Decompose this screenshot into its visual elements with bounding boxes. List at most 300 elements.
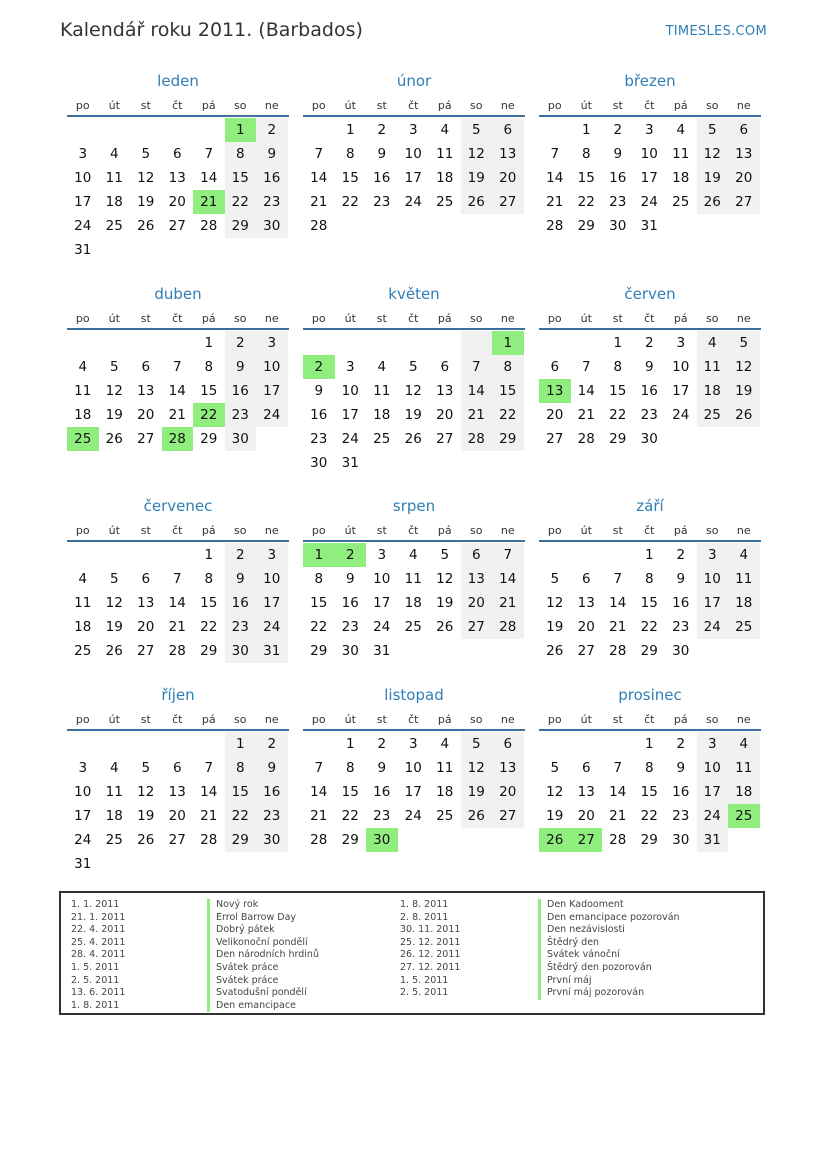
day-cell: 1 <box>204 335 214 351</box>
day-cell: 30 <box>225 639 257 663</box>
day-cell: 8 <box>314 571 324 587</box>
day-cell: 26 <box>436 619 454 635</box>
day-cell: 7 <box>204 760 214 776</box>
day-grid <box>303 543 525 663</box>
weekday-label: st <box>612 99 623 112</box>
month-name: srpen <box>392 497 436 515</box>
day-cell: 6 <box>492 732 524 756</box>
empty-cell <box>728 639 760 663</box>
weekday-label: pá <box>673 524 688 537</box>
day-cell: 1 <box>644 736 654 752</box>
weekday-label: út <box>108 524 120 537</box>
day-cell: 27 <box>577 643 595 659</box>
day-cell: 22 <box>640 808 658 824</box>
month-name: září <box>636 497 664 515</box>
day-cell: 29 <box>310 643 328 659</box>
holiday-legend <box>59 891 765 1015</box>
day-cell: 8 <box>613 359 623 375</box>
day-cell: 18 <box>672 170 690 186</box>
day-cell: 13 <box>168 170 186 186</box>
empty-cell <box>130 852 162 876</box>
weekday-label: út <box>344 713 356 726</box>
header-rule <box>303 729 525 731</box>
day-cell: 30 <box>310 455 328 471</box>
weekday-label: po <box>75 99 90 112</box>
weekday-label: čt <box>172 99 183 112</box>
day-cell: 5 <box>728 331 760 355</box>
weekday-label: st <box>376 713 387 726</box>
day-cell: 26 <box>137 832 155 848</box>
day-cell: 31 <box>256 639 288 663</box>
weekday-label: pá <box>673 713 688 726</box>
day-cell: 27 <box>728 190 760 214</box>
weekday-label: út <box>108 99 120 112</box>
day-cell: 18 <box>436 784 454 800</box>
day-cell: 16 <box>225 379 257 403</box>
day-cell: 21 <box>609 619 627 635</box>
day-cell: 20 <box>577 619 595 635</box>
day-cell: 15 <box>341 170 359 186</box>
day-cell: 21 <box>577 407 595 423</box>
month-květen <box>303 283 525 475</box>
day-cell: 29 <box>640 832 658 848</box>
day-cell: 3 <box>256 331 288 355</box>
day-cell: 9 <box>225 355 257 379</box>
day-cell: 1 <box>644 547 654 563</box>
empty-cell <box>366 214 398 238</box>
weekday-header <box>539 708 761 728</box>
weekday-label: st <box>140 99 151 112</box>
day-cell: 23 <box>225 403 257 427</box>
day-cell: 24 <box>640 194 658 210</box>
day-cell: 14 <box>492 567 524 591</box>
day-cell: 9 <box>256 756 288 780</box>
weekday-label: ne <box>736 99 751 112</box>
brand-link[interactable]: TIMESLES.COM <box>665 24 767 39</box>
day-cell: 29 <box>577 218 595 234</box>
day-cell: 9 <box>225 567 257 591</box>
day-cell: 20 <box>168 194 186 210</box>
day-cell: 2 <box>613 122 623 138</box>
holiday-name: Den národních hrdinů <box>207 949 319 962</box>
weekday-header <box>303 519 525 539</box>
holiday-day-cell: 28 <box>162 427 194 451</box>
day-cell: 2 <box>225 331 257 355</box>
weekday-label: so <box>470 713 483 726</box>
day-cell: 16 <box>640 383 658 399</box>
weekday-label: čt <box>408 99 419 112</box>
day-cell: 10 <box>697 567 729 591</box>
month-září <box>539 495 761 663</box>
empty-cell <box>193 852 225 876</box>
weekday-header <box>539 307 761 327</box>
empty-cell <box>492 451 524 475</box>
day-cell: 13 <box>728 142 760 166</box>
day-cell: 13 <box>492 756 524 780</box>
day-cell: 23 <box>256 190 288 214</box>
empty-cell <box>539 543 571 567</box>
day-cell: 15 <box>225 780 257 804</box>
empty-cell <box>429 639 461 663</box>
empty-cell <box>162 852 194 876</box>
header-rule <box>303 540 525 542</box>
day-cell: 23 <box>256 804 288 828</box>
day-cell: 26 <box>728 403 760 427</box>
day-cell: 18 <box>74 407 92 423</box>
day-cell: 19 <box>105 407 123 423</box>
day-cell: 2 <box>377 736 387 752</box>
weekday-label: po <box>547 99 562 112</box>
day-cell: 30 <box>609 218 627 234</box>
legend-right-names <box>538 899 680 1000</box>
day-cell: 20 <box>728 166 760 190</box>
day-cell: 17 <box>74 808 92 824</box>
holiday-day-cell: 2 <box>303 355 335 379</box>
day-cell: 20 <box>492 166 524 190</box>
day-cell: 25 <box>105 832 123 848</box>
weekday-label: st <box>612 713 623 726</box>
weekday-label: ne <box>264 99 279 112</box>
day-cell: 6 <box>172 760 182 776</box>
day-cell: 23 <box>672 808 690 824</box>
day-cell: 4 <box>109 146 119 162</box>
day-cell: 17 <box>256 591 288 615</box>
day-cell: 19 <box>728 379 760 403</box>
day-cell: 12 <box>546 595 564 611</box>
empty-cell <box>303 732 335 756</box>
day-cell: 28 <box>492 615 524 639</box>
month-červen <box>539 283 761 451</box>
empty-cell <box>193 732 225 756</box>
holiday-date: 21. 1. 2011 <box>71 911 126 923</box>
day-cell: 8 <box>345 146 355 162</box>
day-cell: 2 <box>676 736 686 752</box>
day-cell: 19 <box>137 808 155 824</box>
empty-cell <box>335 331 367 355</box>
empty-cell <box>429 828 461 852</box>
day-cell: 18 <box>728 780 760 804</box>
day-cell: 4 <box>78 359 88 375</box>
weekday-label: st <box>612 312 623 325</box>
day-cell: 29 <box>609 431 627 447</box>
holiday-name: Dobrý pátek <box>207 924 319 937</box>
day-cell: 30 <box>672 832 690 848</box>
empty-cell <box>130 238 162 262</box>
day-cell: 19 <box>105 619 123 635</box>
day-cell: 17 <box>697 591 729 615</box>
weekday-label: út <box>580 99 592 112</box>
day-cell: 17 <box>697 780 729 804</box>
weekday-label: čt <box>644 312 655 325</box>
day-cell: 4 <box>697 331 729 355</box>
empty-cell <box>728 214 760 238</box>
day-cell: 14 <box>200 170 218 186</box>
day-cell: 6 <box>581 571 591 587</box>
day-cell: 5 <box>550 760 560 776</box>
day-cell: 31 <box>640 218 658 234</box>
day-cell: 12 <box>461 756 493 780</box>
day-cell: 3 <box>697 543 729 567</box>
weekday-header <box>67 94 289 114</box>
day-cell: 24 <box>672 407 690 423</box>
empty-cell <box>130 118 162 142</box>
day-cell: 17 <box>404 784 422 800</box>
day-cell: 24 <box>256 615 288 639</box>
day-cell: 3 <box>408 122 418 138</box>
day-cell: 12 <box>728 355 760 379</box>
day-cell: 30 <box>672 643 690 659</box>
day-cell: 30 <box>640 431 658 447</box>
day-cell: 30 <box>256 828 288 852</box>
holiday-name: Svátek vánoční <box>538 949 680 962</box>
holiday-date: 26. 12. 2011 <box>400 949 461 961</box>
legend-left-names <box>207 899 319 1012</box>
day-grid <box>539 118 761 238</box>
day-cell: 23 <box>640 407 658 423</box>
empty-cell <box>492 214 524 238</box>
holiday-date: 25. 12. 2011 <box>400 936 461 948</box>
day-cell: 15 <box>200 595 218 611</box>
day-cell: 25 <box>74 643 92 659</box>
day-cell: 8 <box>225 142 257 166</box>
weekday-label: so <box>470 312 483 325</box>
day-cell: 5 <box>461 732 493 756</box>
day-cell: 9 <box>314 383 324 399</box>
day-cell: 19 <box>546 619 564 635</box>
day-cell: 20 <box>436 407 454 423</box>
holiday-name: Svátek práce <box>207 975 319 988</box>
day-cell: 26 <box>461 804 493 828</box>
weekday-label: ne <box>736 713 751 726</box>
weekday-header <box>303 307 525 327</box>
day-cell: 10 <box>74 170 92 186</box>
empty-cell <box>99 852 131 876</box>
day-cell: 26 <box>461 190 493 214</box>
day-cell: 29 <box>341 832 359 848</box>
holiday-day-cell: 1 <box>492 331 524 355</box>
day-cell: 4 <box>728 732 760 756</box>
weekday-label: po <box>75 312 90 325</box>
header-rule <box>67 115 289 117</box>
day-cell: 21 <box>492 591 524 615</box>
day-cell: 3 <box>377 547 387 563</box>
day-cell: 18 <box>697 379 729 403</box>
holiday-day-cell: 27 <box>571 828 603 852</box>
day-cell: 26 <box>105 643 123 659</box>
day-cell: 25 <box>105 218 123 234</box>
month-listopad <box>303 684 525 852</box>
weekday-label: pá <box>437 99 452 112</box>
day-grid <box>539 331 761 451</box>
day-cell: 20 <box>137 619 155 635</box>
day-cell: 1 <box>345 122 355 138</box>
header-rule <box>303 115 525 117</box>
day-cell: 7 <box>172 571 182 587</box>
day-cell: 10 <box>697 756 729 780</box>
day-cell: 1 <box>204 547 214 563</box>
day-cell: 12 <box>137 170 155 186</box>
weekday-label: út <box>108 312 120 325</box>
day-cell: 27 <box>461 615 493 639</box>
weekday-header <box>67 519 289 539</box>
day-grid <box>539 732 761 852</box>
day-cell: 6 <box>141 359 151 375</box>
day-cell: 21 <box>461 403 493 427</box>
day-cell: 12 <box>105 595 123 611</box>
day-cell: 7 <box>314 760 324 776</box>
day-cell: 4 <box>440 736 450 752</box>
day-cell: 11 <box>436 146 454 162</box>
month-červenec <box>67 495 289 663</box>
day-cell: 14 <box>577 383 595 399</box>
weekday-label: pá <box>437 524 452 537</box>
day-cell: 7 <box>550 146 560 162</box>
day-cell: 14 <box>310 784 328 800</box>
day-cell: 19 <box>404 407 422 423</box>
empty-cell <box>461 331 493 355</box>
day-cell: 11 <box>74 595 92 611</box>
empty-cell <box>492 828 524 852</box>
empty-cell <box>225 852 257 876</box>
weekday-label: so <box>470 524 483 537</box>
empty-cell <box>728 828 760 852</box>
day-cell: 6 <box>728 118 760 142</box>
day-cell: 3 <box>676 335 686 351</box>
day-cell: 15 <box>492 379 524 403</box>
empty-cell <box>539 732 571 756</box>
holiday-date: 28. 4. 2011 <box>71 949 126 961</box>
weekday-label: so <box>706 524 719 537</box>
holiday-date: 1. 5. 2011 <box>400 974 449 986</box>
day-cell: 21 <box>546 194 564 210</box>
day-cell: 17 <box>256 379 288 403</box>
day-cell: 14 <box>310 170 328 186</box>
header-rule <box>67 328 289 330</box>
holiday-name: První máj <box>538 975 680 988</box>
day-cell: 24 <box>341 431 359 447</box>
day-cell: 8 <box>204 571 214 587</box>
day-cell: 29 <box>200 643 218 659</box>
empty-cell <box>366 331 398 355</box>
holiday-name: Nový rok <box>207 899 319 912</box>
weekday-label: ne <box>500 312 515 325</box>
day-cell: 2 <box>644 335 654 351</box>
weekday-label: ne <box>736 524 751 537</box>
day-cell: 15 <box>640 595 658 611</box>
empty-cell <box>256 427 288 451</box>
day-cell: 20 <box>546 407 564 423</box>
day-grid <box>67 331 289 451</box>
page-title: Kalendář roku 2011. (Barbados) <box>60 19 363 41</box>
day-cell: 10 <box>74 784 92 800</box>
day-cell: 1 <box>581 122 591 138</box>
empty-cell <box>461 451 493 475</box>
weekday-label: út <box>580 713 592 726</box>
day-cell: 28 <box>546 218 564 234</box>
day-cell: 10 <box>256 355 288 379</box>
day-cell: 22 <box>640 619 658 635</box>
day-cell: 13 <box>168 784 186 800</box>
empty-cell <box>335 214 367 238</box>
day-cell: 14 <box>200 784 218 800</box>
weekday-header <box>539 519 761 539</box>
day-cell: 14 <box>609 784 627 800</box>
empty-cell <box>571 331 603 355</box>
day-cell: 14 <box>461 379 493 403</box>
weekday-label: čt <box>172 524 183 537</box>
day-cell: 12 <box>137 784 155 800</box>
day-cell: 12 <box>404 383 422 399</box>
empty-cell <box>67 732 99 756</box>
day-cell: 18 <box>436 170 454 186</box>
month-name: duben <box>154 285 202 303</box>
weekday-header <box>303 94 525 114</box>
month-name: březen <box>624 72 676 90</box>
day-cell: 3 <box>644 122 654 138</box>
day-cell: 9 <box>377 146 387 162</box>
day-grid <box>303 732 525 852</box>
day-cell: 22 <box>310 619 328 635</box>
holiday-date: 27. 12. 2011 <box>400 961 461 973</box>
day-cell: 22 <box>577 194 595 210</box>
day-cell: 5 <box>109 359 119 375</box>
empty-cell <box>461 214 493 238</box>
day-cell: 7 <box>581 359 591 375</box>
day-cell: 7 <box>492 543 524 567</box>
weekday-label: ne <box>500 524 515 537</box>
day-cell: 14 <box>609 595 627 611</box>
header-rule <box>539 729 761 731</box>
day-cell: 8 <box>492 355 524 379</box>
holiday-name: Errol Barrow Day <box>207 912 319 925</box>
empty-cell <box>193 238 225 262</box>
day-cell: 18 <box>728 591 760 615</box>
empty-cell <box>665 427 697 451</box>
day-cell: 4 <box>408 547 418 563</box>
month-prosinec <box>539 684 761 852</box>
weekday-label: so <box>706 312 719 325</box>
day-cell: 8 <box>644 571 654 587</box>
weekday-label: pá <box>201 312 216 325</box>
weekday-label: so <box>234 99 247 112</box>
holiday-date: 13. 6. 2011 <box>71 987 126 999</box>
day-cell: 6 <box>581 760 591 776</box>
holiday-name: Den emancipace <box>207 1000 319 1013</box>
day-cell: 31 <box>341 455 359 471</box>
day-cell: 13 <box>577 784 595 800</box>
day-cell: 15 <box>577 170 595 186</box>
day-cell: 28 <box>609 643 627 659</box>
day-cell: 6 <box>440 359 450 375</box>
day-cell: 5 <box>141 146 151 162</box>
day-grid <box>67 543 289 663</box>
day-cell: 11 <box>404 571 422 587</box>
holiday-date: 1. 8. 2011 <box>71 999 120 1011</box>
day-cell: 10 <box>640 146 658 162</box>
holiday-day-cell: 1 <box>225 118 257 142</box>
day-cell: 12 <box>436 571 454 587</box>
holiday-name: Den Kadooment <box>538 899 680 912</box>
day-cell: 10 <box>256 567 288 591</box>
empty-cell <box>303 331 335 355</box>
day-cell: 11 <box>436 760 454 776</box>
day-cell: 21 <box>168 407 186 423</box>
day-cell: 6 <box>172 146 182 162</box>
day-cell: 9 <box>676 571 686 587</box>
day-cell: 7 <box>204 146 214 162</box>
day-cell: 31 <box>74 242 92 258</box>
day-cell: 15 <box>200 383 218 399</box>
